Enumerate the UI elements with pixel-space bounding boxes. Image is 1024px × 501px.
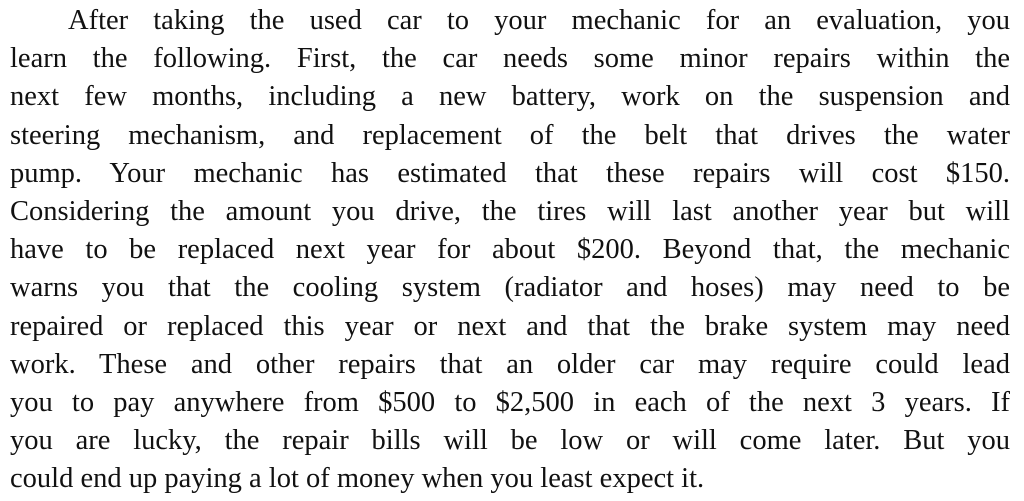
paragraph-line-2: learn the following. First, the car needs some minor repairs within the: [10, 43, 1010, 75]
paragraph-line-4: steering mechanism, and replacement of the belt that drives the water: [10, 119, 1010, 151]
paragraph-line-8: warns you that the cooling system (radiator and hoses) may need to be: [10, 272, 1010, 304]
paragraph-line-7: have to be replaced next year for about $200. Beyond that, the mechanic: [10, 234, 1010, 266]
paragraph-line-9: repaired or replaced this year or next and that the brake system may need: [10, 310, 1010, 342]
paragraph-line-10: work. These and other repairs that an older car may require could lead: [10, 348, 1010, 380]
body-paragraph: [10, 2, 1010, 499]
paragraph-line-12: you are lucky, the repair bills will be low or will come later. But you: [10, 425, 1010, 457]
paragraph-line-3: next few months, including a new battery, work on the suspension and: [10, 81, 1010, 113]
paragraph-line-1: After taking the used car to your mechanic for an evaluation, you: [68, 5, 1010, 36]
paragraph-line-11: you to pay anywhere from $500 to $2,500 in each of the next 3 years. If: [10, 387, 1010, 419]
paragraph-line-5: pump. Your mechanic has estimated that these repairs will cost $150.: [10, 157, 1010, 189]
paragraph-line-6: Considering the amount you drive, the tires will last another year but will: [10, 196, 1010, 228]
paragraph-line-13: could end up paying a lot of money when you least expect it.: [10, 463, 705, 495]
